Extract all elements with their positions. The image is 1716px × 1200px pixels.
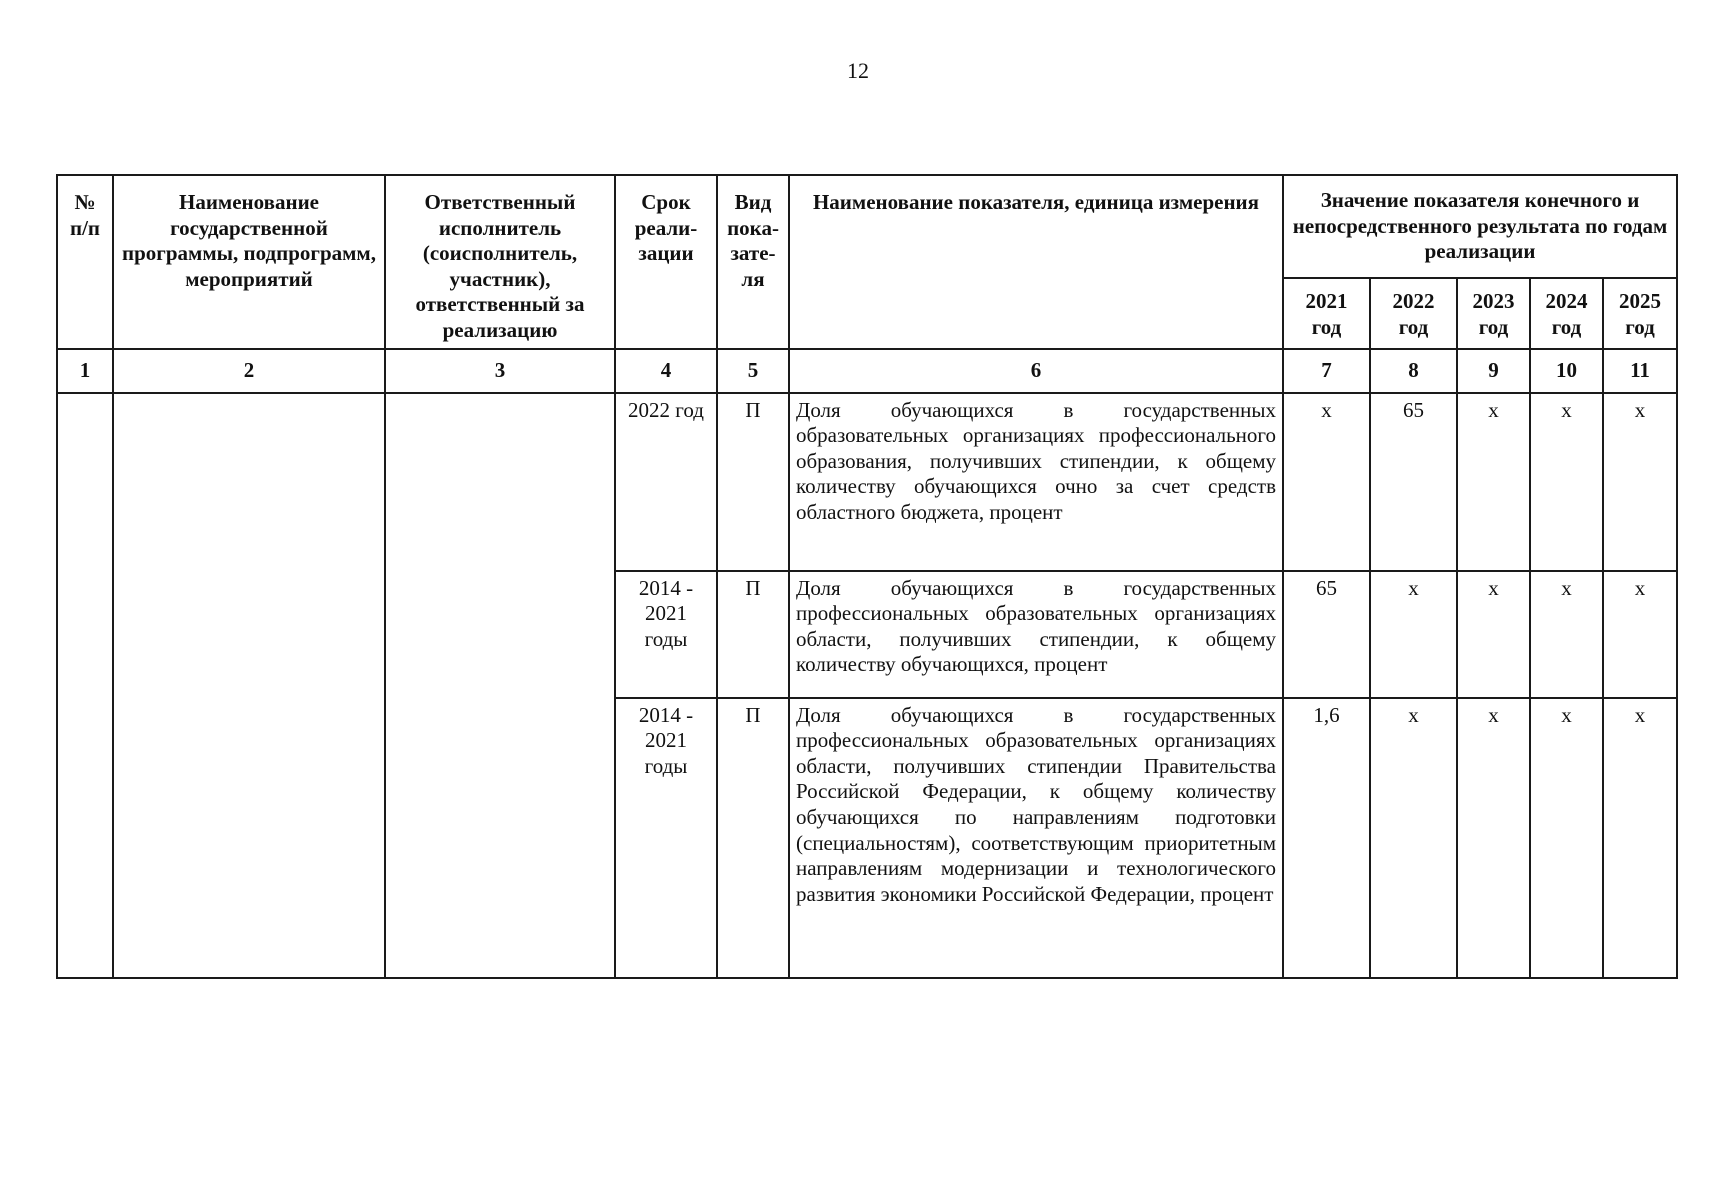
header-year-2022	[1370, 278, 1457, 348]
cell-type: П	[717, 698, 789, 978]
column-number: 11	[1603, 349, 1677, 393]
header-indicator: Наименование показателя, единица измерения	[789, 175, 1283, 349]
cell-value-2025: х	[1603, 698, 1677, 978]
year-label: 2023	[1472, 289, 1515, 314]
year-label: 2022	[1392, 289, 1435, 314]
header-period: Срок реали-зации	[615, 175, 717, 349]
header-executor: Ответственный исполнитель (соисполнитель, участник), ответственный за реализацию	[385, 175, 615, 349]
header-program: Наименование государственной программы, подпрограмм, мероприятий	[113, 175, 385, 349]
cell-value-2025: х	[1603, 571, 1677, 698]
cell-value-2021: 1,6	[1283, 698, 1370, 978]
column-number: 5	[717, 349, 789, 393]
header-year-2021	[1283, 278, 1370, 348]
column-number: 1	[57, 349, 113, 393]
header-year-2024	[1530, 278, 1603, 348]
year-label: 2021	[1305, 289, 1348, 314]
cell-type: П	[717, 393, 789, 571]
column-number: 3	[385, 349, 615, 393]
column-number: 7	[1283, 349, 1370, 393]
cell-value-2024: х	[1530, 698, 1603, 978]
cell-executor-empty	[385, 393, 615, 978]
year-unit: год	[1625, 314, 1655, 339]
cell-program-empty	[113, 393, 385, 978]
column-number: 6	[789, 349, 1283, 393]
cell-value-2022: х	[1370, 698, 1457, 978]
header-year-2025	[1603, 278, 1677, 348]
column-number: 4	[615, 349, 717, 393]
page-number: 12	[847, 58, 869, 83]
column-numbers-row	[57, 349, 1677, 393]
column-number: 10	[1530, 349, 1603, 393]
cell-indicator: Доля обучающихся в государственных профессиональных образовательных организациях области, получивших стипендии Правительства Российской Федерации, к общему количеству обучающихся по направлениям подготовки (специальностям), соответствующим приоритетным направлениям модернизации и технологического развития экономики Российской Федерации, процент	[789, 698, 1283, 978]
cell-indicator: Доля обучающихся в государственных образовательных организациях профессионального образования, получивших стипендии, к общему количеству обучающихся очно за счет средств областного бюджета, процент	[789, 393, 1283, 571]
year-unit: год	[1311, 314, 1342, 339]
header-year-2023	[1457, 278, 1530, 348]
cell-value-2022: 65	[1370, 393, 1457, 571]
cell-value-2022: х	[1370, 571, 1457, 698]
year-label: 2024	[1545, 289, 1588, 314]
cell-period: 2022 год	[615, 393, 717, 571]
cell-type: П	[717, 571, 789, 698]
column-number: 8	[1370, 349, 1457, 393]
program-indicators-table	[56, 174, 1678, 979]
table-row	[57, 393, 1677, 571]
cell-value-2025: х	[1603, 393, 1677, 571]
cell-value-2023: х	[1457, 393, 1530, 571]
cell-period: 2014 - 2021 годы	[615, 698, 717, 978]
year-unit: год	[1478, 314, 1509, 339]
year-label: 2025	[1619, 289, 1662, 314]
header-row	[57, 175, 1677, 278]
cell-value-2024: х	[1530, 571, 1603, 698]
cell-value-2021: х	[1283, 393, 1370, 571]
cell-value-2021: 65	[1283, 571, 1370, 698]
cell-value-2023: х	[1457, 571, 1530, 698]
column-number: 2	[113, 349, 385, 393]
cell-num-empty	[57, 393, 113, 978]
cell-period: 2014 - 2021 годы	[615, 571, 717, 698]
header-num: № п/п	[57, 175, 113, 349]
header-type: Вид пока-зате-ля	[717, 175, 789, 349]
header-values-group: Значение показателя конечного и непосредственного результата по годам реализации	[1283, 175, 1677, 278]
cell-value-2024: х	[1530, 393, 1603, 571]
year-unit: год	[1551, 314, 1582, 339]
year-unit: год	[1398, 314, 1429, 339]
column-number: 9	[1457, 349, 1530, 393]
cell-indicator: Доля обучающихся в государственных профессиональных образовательных организациях области, получивших стипендии, к общему количеству обучающихся, процент	[789, 571, 1283, 698]
cell-value-2023: х	[1457, 698, 1530, 978]
